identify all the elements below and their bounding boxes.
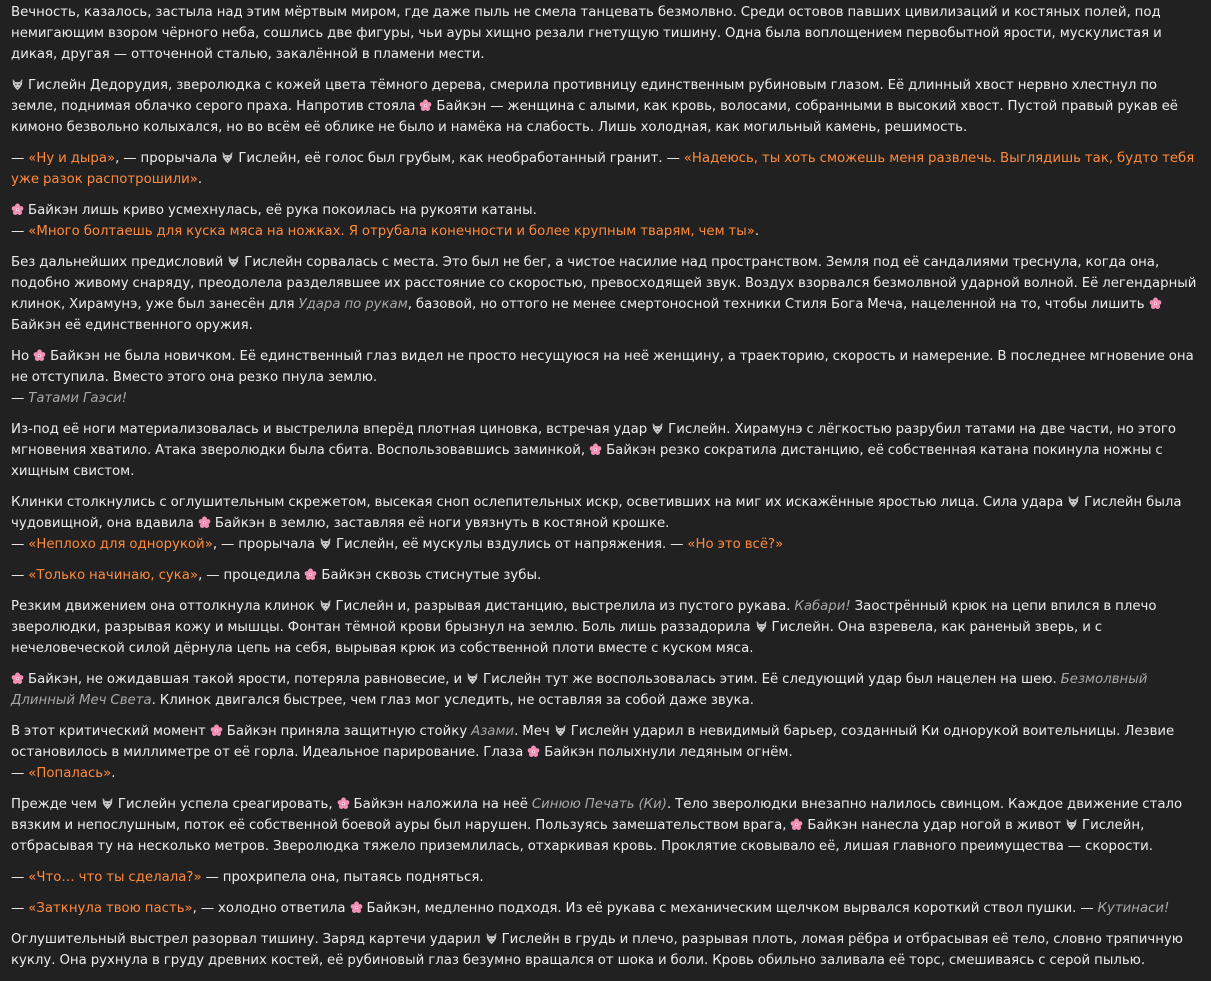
- narration-text: Байкэн, не ожидавшая такой ярости, потеряла равновесие, и: [28, 672, 467, 687]
- narration-text: Гислейн, отбрасывая ту на несколько метров. Зверолюдка тяжело приземлилась, отхаркивая кровь. Проклятие сковывало её, лишая главного преимущества — скорости.: [11, 818, 1154, 854]
- narration-text: Байкэн приняла защитную стойку: [226, 724, 472, 739]
- narration-text: Гислейн сорвалась с места. Это был не бег, а чистое насилие над пространством. Земля под её сандалиями треснула, когда она, подобно живому снаряду, преодолела разделявшее их расстояние со скоростью, превосходящей звук. Воздух взорвался безмолвной ударной волной. Её легендарный клинок, Хирамунэ, уже был занесён для: [11, 255, 1197, 312]
- wolf-icon: [227, 255, 240, 268]
- story-paragraph: [11, 669, 1201, 711]
- wolf-icon: [554, 724, 567, 737]
- technique-name: Безмолвный Длинный Меч Света: [11, 672, 1148, 708]
- dialogue-quote: «Много болтаешь для куска мяса на ножках. Я отрубала конечности и более крупным тварям, чем ты»: [28, 224, 755, 239]
- story-text: [11, 2, 1201, 981]
- wolf-icon: [1067, 495, 1080, 508]
- story-paragraph: [11, 929, 1201, 971]
- dialogue-quote: «Заткнула твою пасть»: [28, 901, 193, 916]
- narration-text: Прежде чем: [11, 797, 101, 812]
- narration-text: .: [111, 766, 116, 781]
- narration-text: Байкэн лишь криво усмехнулась, её рука покоилась на рукояти катаны.: [28, 203, 537, 218]
- story-paragraph: [11, 2, 1201, 65]
- narration-text: —: [11, 151, 29, 166]
- technique-name: Татами Гаэси!: [28, 391, 128, 406]
- narration-text: . Клинок двигался быстрее, чем глаз мог уследить, не оставляя за собой даже звука.: [151, 693, 755, 708]
- narration-text: Заострённый крюк на цепи впился в плечо зверолюдки, разрывая кожу и мышцы. Фонтан тёмной крови брызнул на землю. Боль лишь раззадорила: [11, 599, 1157, 635]
- narration-text: Вечность, казалось, застыла над этим мёртвым миром, где даже пыль не смела танцевать безмолвно. Среди остовов павших цивилизаций и костяных полей, под немигающим взором чёрного неба, сошлись две фигуры, чьи ауры хищно резали гнетущую тишину. Одна была воплощением первобытной ярости, мускулистая и дикая, другая — отточенной сталью, закалённой в пламени мести.: [11, 5, 1162, 62]
- narration-text: —: [11, 766, 29, 781]
- narration-text: , — прорычала: [115, 151, 222, 166]
- cherry-blossom-icon: [11, 203, 24, 216]
- story-paragraph: [11, 346, 1201, 409]
- technique-name: Кутинаси!: [1097, 901, 1170, 916]
- wolf-icon: [466, 672, 479, 685]
- cherry-blossom-icon: [790, 818, 803, 831]
- story-paragraph: [11, 252, 1201, 336]
- technique-name: Синюю Печать (Ки): [531, 797, 667, 812]
- story-paragraph: [11, 794, 1201, 857]
- narration-text: Гислейн ударил в невидимый барьер, созданный Ки однорукой воительницы. Лезвие остановилось в миллиметре от её горла. Идеальное парирование. Глаза: [11, 724, 1175, 760]
- narration-text: Клинки столкнулись с оглушительным скрежетом, высекая сноп ослепительных искр, осветивших на миг их искажённые яростью лица. Сила удара: [11, 495, 1068, 510]
- wolf-icon: [755, 620, 768, 633]
- narration-text: , базовой, но оттого не менее смертоносной техники Стиля Бога Меча, нацеленной на то, чтобы лишить: [407, 297, 1149, 312]
- story-paragraph: [11, 200, 1201, 242]
- wolf-icon: [485, 932, 498, 945]
- technique-name: Удара по рукам: [298, 297, 408, 312]
- narration-text: Гислейн тут же воспользовалась этим. Её следующий удар был нацелен на шею.: [483, 672, 1061, 687]
- narration-text: Байкэн полыхнули ледяным огнём.: [544, 745, 793, 760]
- narration-text: —: [11, 537, 29, 552]
- wolf-icon: [319, 537, 332, 550]
- story-paragraph: [11, 419, 1201, 482]
- narration-text: Гислейн, её голос был грубым, как необработанный гранит. —: [238, 151, 684, 166]
- story-paragraph: [11, 867, 1201, 888]
- cherry-blossom-icon: [304, 568, 317, 581]
- wolf-icon: [319, 599, 332, 612]
- narration-text: Байкэн нанесла удар ногой в живот: [807, 818, 1065, 833]
- dialogue-quote: «Что… что ты сделала?»: [28, 870, 202, 885]
- cherry-blossom-icon: [210, 724, 223, 737]
- narration-text: Байкэн наложила на неё: [353, 797, 532, 812]
- cherry-blossom-icon: [350, 901, 363, 914]
- narration-text: Байкэн её единственного оружия.: [11, 318, 253, 333]
- narration-text: Гислейн, её мускулы вздулись от напряжения. —: [336, 537, 688, 552]
- narration-text: Гислейн Дедорудия, зверолюдка с кожей цвета тёмного дерева, смерила противницу единственным рубиновым глазом. Её длинный хвост нервно хлестнул по земле, поднимая облачко серого праха. Напротив стояла: [11, 78, 1158, 114]
- cherry-blossom-icon: [1149, 297, 1162, 310]
- story-paragraph: [11, 596, 1201, 659]
- dialogue-quote: «Попалась»: [28, 766, 112, 781]
- cherry-blossom-icon: [527, 745, 540, 758]
- story-paragraph: [11, 75, 1201, 138]
- narration-text: , — холодно ответила: [192, 901, 350, 916]
- narration-text: . Меч: [514, 724, 554, 739]
- story-paragraph: [11, 898, 1201, 919]
- wolf-icon: [11, 78, 24, 91]
- cherry-blossom-icon: [33, 349, 46, 362]
- narration-text: Байкэн резко сократила дистанцию, её собственная катана покинула ножны с хищным свистом.: [11, 443, 1163, 479]
- narration-text: . Тело зверолюдки внезапно налилось свинцом. Каждое движение стало вязким и непослушным, поток её собственной боевой ауры был нарушен. Пользуясь замешательством врага,: [11, 797, 1183, 833]
- narration-text: —: [11, 870, 29, 885]
- narration-text: Байкэн сквозь стиснутые зубы.: [321, 568, 542, 583]
- story-paragraph: [11, 148, 1201, 190]
- narration-text: Гислейн и, разрывая дистанцию, выстрелила из пустого рукава.: [335, 599, 795, 614]
- technique-name: Кабари!: [794, 599, 851, 614]
- narration-text: —: [11, 224, 29, 239]
- narration-text: .: [197, 172, 203, 187]
- narration-text: Гислейн. Хирамунэ с лёгкостью разрубил татами на две части, но этого мгновения хватило. Атака зверолюдки была сбита. Воспользовавшись заминкой,: [11, 422, 1177, 458]
- wolf-icon: [1065, 818, 1078, 831]
- narration-text: Но: [11, 349, 34, 364]
- narration-text: , — процедила: [198, 568, 305, 583]
- story-paragraph: [11, 721, 1201, 784]
- narration-text: Из-под её ноги материализовалась и выстрелила вперёд плотная циновка, встречая удар: [11, 422, 652, 437]
- wolf-icon: [221, 151, 234, 164]
- dialogue-quote: «Ну и дыра»: [28, 151, 116, 166]
- cherry-blossom-icon: [589, 443, 602, 456]
- cherry-blossom-icon: [198, 516, 211, 529]
- cherry-blossom-icon: [337, 797, 350, 810]
- narration-text: Гислейн была чудовищной, она вдавила: [11, 495, 1182, 531]
- narration-text: В этот критический момент: [11, 724, 210, 739]
- narration-text: —: [11, 568, 29, 583]
- narration-text: Гислейн в грудь и плечо, разрывая плоть, ломая рёбра и отбрасывая её тело, словно тряпичную куклу. Она рухнула в груду древних костей, её рубиновый глаз безумно вращался от шока и боли. Кровь обильно заливала её торс, смешиваясь с серой пылью.: [11, 932, 1183, 968]
- story-paragraph: [11, 492, 1201, 555]
- narration-text: .: [754, 224, 760, 239]
- dialogue-quote: «Но это всё?»: [687, 537, 784, 552]
- narration-text: —: [11, 391, 29, 406]
- dialogue-quote: «Неплохо для однорукой»: [28, 537, 213, 552]
- dialogue-quote: «Надеюсь, ты хоть сможешь меня развлечь. Выглядишь так, будто тебя уже разок распотрошили»: [11, 151, 1195, 187]
- narration-text: Без дальнейших предисловий: [11, 255, 228, 270]
- narration-text: —: [11, 901, 29, 916]
- wolf-icon: [101, 797, 114, 810]
- narration-text: Резким движением она оттолкнула клинок: [11, 599, 319, 614]
- narration-text: Байкэн, медленно подходя. Из её рукава с механическим щелчком вырвался короткий ствол пушки. —: [366, 901, 1098, 916]
- narration-text: Гислейн успела среагировать,: [117, 797, 337, 812]
- narration-text: Байкэн не была новичком. Её единственный глаз видел не просто несущуюся на неё женщину, а траекторию, скорость и намерение. В последнее мгновение она не отступила. Вместо этого она резко пнула землю.: [11, 349, 1194, 385]
- wolf-icon: [651, 422, 664, 435]
- cherry-blossom-icon: [419, 99, 432, 112]
- narration-text: , — прорычала: [212, 537, 320, 552]
- narration-text: — прохрипела она, пытаясь подняться.: [201, 870, 484, 885]
- narration-text: Гислейн. Она взревела, как раненый зверь, и с нечеловеческой силой дёрнула цепь на себя, вырывая крюк из собственной плоти вместе с куском мяса.: [11, 620, 1103, 656]
- narration-text: Оглушительный выстрел разорвал тишину. Заряд картечи ударил: [11, 932, 485, 947]
- technique-name: Азами: [471, 724, 515, 739]
- story-paragraph: [11, 565, 1201, 586]
- narration-text: Байкэн в землю, заставляя её ноги увязнуть в костяной крошке.: [214, 516, 670, 531]
- dialogue-quote: «Только начинаю, сука»: [28, 568, 199, 583]
- narration-text: Байкэн — женщина с алыми, как кровь, волосами, собранными в высокий хвост. Пустой правый рукав её кимоно безвольно колыхался, но во всём её облике не было и намёка на слабость. Лишь холодная, как могильный камень, решимость.: [11, 99, 1178, 135]
- cherry-blossom-icon: [11, 672, 24, 685]
